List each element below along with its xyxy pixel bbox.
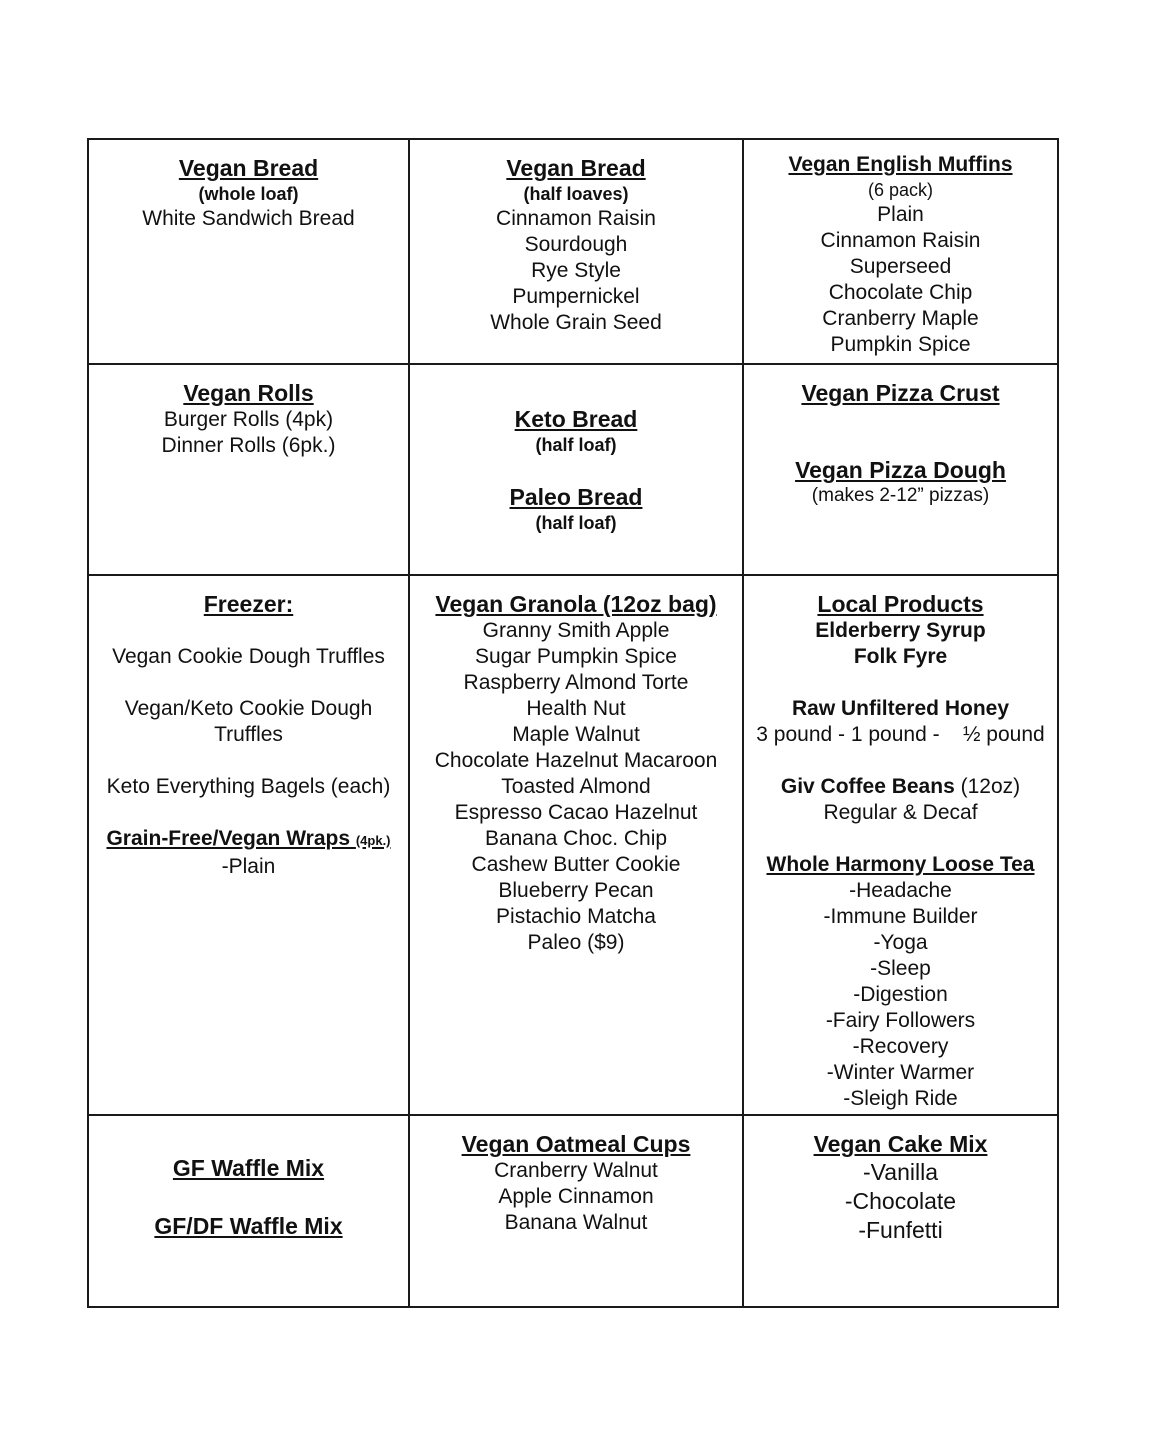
menu-item: Cinnamon Raisin <box>496 207 656 230</box>
menu-item: Blueberry Pecan <box>498 879 654 902</box>
menu-item: -Headache <box>849 879 952 902</box>
menu-item: -Fairy Followers <box>825 1009 976 1032</box>
menu-item: -Yoga <box>873 931 928 954</box>
menu-item: Truffles <box>214 723 283 746</box>
menu-item: -Digestion <box>853 983 948 1006</box>
cell-keto-paleo-bread <box>409 364 743 575</box>
section-title: Paleo Bread <box>509 484 643 510</box>
cell-vegan-granola <box>409 575 743 1115</box>
menu-item: Vegan Cookie Dough Truffles <box>112 645 385 668</box>
section-title: Vegan Oatmeal Cups <box>461 1131 691 1157</box>
menu-item: Pumpernickel <box>512 285 640 308</box>
menu-item: Regular & Decaf <box>823 801 978 824</box>
menu-item: -Vanilla <box>863 1159 938 1185</box>
coffee-title: Giv Coffee Beans <box>780 775 955 798</box>
menu-item: -Sleigh Ride <box>843 1087 958 1110</box>
section-subtitle: (6 pack) <box>867 180 934 200</box>
cell-vegan-oatmeal-cups <box>409 1115 743 1307</box>
menu-item: Maple Walnut <box>512 723 640 746</box>
section-title: Vegan Cake Mix <box>813 1131 988 1157</box>
section-title: GF/DF Waffle Mix <box>154 1213 343 1239</box>
section-title: Whole Harmony Loose Tea <box>766 853 1035 876</box>
menu-item: Vegan/Keto Cookie Dough <box>124 697 373 720</box>
menu-item: Granny Smith Apple <box>482 619 670 642</box>
wraps-pack-size: (4pk.) <box>355 833 391 848</box>
menu-item: Espresso Cacao Hazelnut <box>454 801 698 824</box>
section-title: Vegan Bread <box>178 155 319 181</box>
menu-item: Burger Rolls (4pk) <box>163 408 334 431</box>
cell-vegan-bread-half <box>409 139 743 364</box>
menu-item: Banana Walnut <box>504 1211 648 1234</box>
menu-item: Raspberry Almond Torte <box>463 671 689 694</box>
menu-item: Sugar Pumpkin Spice <box>475 645 677 668</box>
menu-item: Cashew Butter Cookie <box>471 853 681 876</box>
menu-item: White Sandwich Bread <box>142 207 355 230</box>
section-subtitle: (half loaf) <box>535 513 617 533</box>
section-subtitle: (half loaves) <box>523 184 629 204</box>
menu-item: Folk Fyre <box>853 645 948 668</box>
menu-item: Sourdough <box>524 233 628 256</box>
section-title: Vegan Pizza Crust <box>801 380 1000 406</box>
section-subtitle: (half loaf) <box>535 435 617 455</box>
menu-item: Toasted Almond <box>501 775 651 798</box>
menu-item: Elderberry Syrup <box>815 619 986 642</box>
cell-local-products <box>743 575 1058 1115</box>
menu-item: 3 pound - 1 pound - ½ pound <box>756 723 1045 746</box>
product-menu-table <box>87 138 1059 1308</box>
cell-vegan-cake-mix <box>743 1115 1058 1307</box>
menu-item-note: (makes 2-12” pizzas) <box>811 485 990 506</box>
menu-item: -Recovery <box>852 1035 949 1058</box>
menu-item: -Winter Warmer <box>826 1061 975 1084</box>
section-title: Freezer: <box>203 591 294 617</box>
section-subtitle: (whole loaf) <box>198 184 299 204</box>
section-title: Vegan English Muffins <box>788 153 1013 176</box>
section-title: Local Products <box>817 591 984 617</box>
menu-item <box>744 774 1057 800</box>
menu-item: -Plain <box>221 855 276 878</box>
menu-item: Chocolate Hazelnut Macaroon <box>434 749 718 772</box>
menu-item: -Funfetti <box>858 1217 943 1243</box>
menu-item: -Chocolate <box>844 1188 957 1214</box>
menu-item: Pumpkin Spice <box>830 333 971 356</box>
cell-vegan-pizza <box>743 364 1058 575</box>
cell-freezer <box>88 575 409 1115</box>
wraps-title: Grain-Free/Vegan Wraps <box>106 827 350 850</box>
cell-vegan-english-muffins <box>743 139 1058 364</box>
section-title: Keto Bread <box>514 406 638 432</box>
section-title: Vegan Granola (12oz bag) <box>435 591 717 617</box>
menu-item: Cranberry Maple <box>822 307 979 330</box>
menu-item: Paleo ($9) <box>527 931 625 954</box>
cell-waffle-mix <box>88 1115 409 1307</box>
section-title: Vegan Pizza Dough <box>795 457 1006 483</box>
menu-item: Chocolate Chip <box>828 281 973 304</box>
menu-item: Apple Cinnamon <box>498 1185 654 1208</box>
menu-item: -Sleep <box>870 957 931 980</box>
section-title: GF Waffle Mix <box>172 1155 325 1181</box>
cell-vegan-bread-whole <box>88 139 409 364</box>
menu-item: Health Nut <box>526 697 626 720</box>
section-title: Raw Unfiltered Honey <box>791 697 1010 720</box>
cell-vegan-rolls <box>88 364 409 575</box>
menu-item: Plain <box>877 203 924 226</box>
section-title: Vegan Rolls <box>183 380 314 406</box>
menu-item: Cranberry Walnut <box>494 1159 658 1182</box>
menu-item: Pistachio Matcha <box>496 905 656 928</box>
coffee-size: (12oz) <box>960 775 1021 798</box>
menu-item: Banana Choc. Chip <box>484 827 668 850</box>
menu-item: Cinnamon Raisin <box>820 229 981 252</box>
menu-item: Dinner Rolls (6pk.) <box>161 434 336 457</box>
menu-item: Superseed <box>849 255 952 278</box>
section-title: Vegan Bread <box>506 155 646 181</box>
menu-item: Whole Grain Seed <box>490 311 662 334</box>
section-title <box>89 826 408 854</box>
menu-item: -Immune Builder <box>823 905 978 928</box>
menu-item: Keto Everything Bagels (each) <box>106 775 391 798</box>
menu-item: Rye Style <box>531 259 621 282</box>
